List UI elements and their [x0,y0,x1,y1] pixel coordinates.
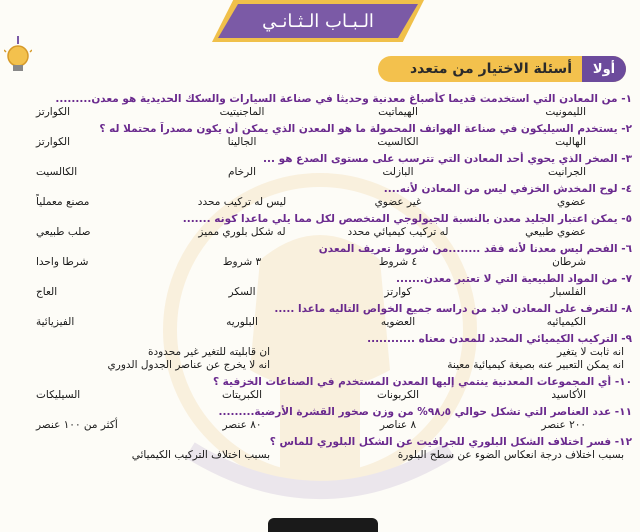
option[interactable]: العاج [36,286,58,298]
section-header [378,56,626,82]
section-title: أسئلة الاختيار من متعدد [410,61,572,77]
question-text: ٩- التركيب الكيميائي المحدد للمعدن معناه ............ [367,333,632,345]
option[interactable]: الكيميائيه [546,316,586,328]
chapter-title: الـبـاب الـثـانـي [262,10,374,32]
option[interactable]: شرطا واحدا [36,256,89,268]
question-item [8,122,632,149]
option[interactable]: الرخام [227,166,257,178]
options-row [8,449,632,462]
option[interactable]: كوارتز [384,286,412,298]
question-item [8,302,632,329]
question-item [8,182,632,209]
question-text: ٣- الصخر الذي يحوي أحد المعادن التي تترسب على مستوى الصدع هو ... [263,153,632,165]
option[interactable]: ٤ شروط [378,256,418,268]
option[interactable]: الهيماتيت [378,106,418,118]
option[interactable]: البازلت [382,166,414,178]
option[interactable]: الكربونات [376,389,420,401]
option[interactable]: له تركيب كيميائي محدد [347,226,449,238]
question-item [8,405,632,432]
question-item [8,332,632,372]
options-row [8,106,632,119]
options-row [8,166,632,179]
option[interactable]: انه ثابت لا يتغير [557,346,624,358]
option[interactable]: البلوريه [226,316,258,328]
question-item [8,375,632,402]
option[interactable]: الكوارتز [36,106,71,118]
option[interactable]: ليس له تركيب محدد [197,196,287,208]
option[interactable]: بسبب اختلاف التركيب الكيميائي [131,449,270,461]
option[interactable]: الهاليت [555,136,586,148]
option[interactable]: السكر [228,286,256,298]
options-row [8,226,632,239]
options-row [8,286,632,299]
option[interactable]: شرطان [552,256,586,268]
option[interactable]: الكالسيت [377,136,419,148]
option[interactable]: الكالسيت [36,166,78,178]
option[interactable]: أكثر من ١٠٠ عنصر [36,419,118,431]
options-row [8,389,632,402]
option[interactable]: انه لا يخرج عن عناصر الجدول الدوري [107,359,270,371]
option[interactable]: الفلسبار [550,286,586,298]
option[interactable]: عضوي طبيعي [525,226,586,238]
option[interactable]: له شكل بلوري مميز [198,226,286,238]
option[interactable]: السيليكات [36,389,81,401]
option[interactable]: الكبريتات [221,389,263,401]
option[interactable]: ٢٠٠ عنصر [541,419,586,431]
options-row [8,419,632,432]
options-row [8,346,632,359]
option[interactable]: الفيزيائية [36,316,75,328]
question-text: ١٢- فسر اختلاف الشكل البلوري للجرافيت عن الشكل البلوري للماس ؟ [269,436,632,448]
question-text: ١٠- أي المجموعات المعدنية ينتمي إليها المعدن المستخدم في الصناعات الخزفية ؟ [212,376,632,388]
question-item [8,212,632,239]
question-text: ٤- لوح المخدش الخزفي ليس من المعادن لأنه.... [383,183,632,195]
question-text: ١١- عدد العناصر التي تشكل حوالي ٩٨٫٥% من وزن صخور القشرة الأرضية......... [218,406,632,418]
option[interactable]: الجرانيت [547,166,586,178]
question-item [8,152,632,179]
option[interactable]: انه يمكن التعبير عنه بصيغة كيميائية معينة [447,359,624,371]
question-text: ١- من المعادن التي استخدمت قديما كأصباغ معدنية وحديثا في صناعة السيارات والسكك الحديدية هو معدن......... [55,93,632,105]
option[interactable]: العضويه [380,316,416,328]
question-item [8,272,632,299]
option[interactable]: صلب طبيعي [36,226,91,238]
option[interactable]: الأكاسيد [551,389,586,401]
options-row [8,359,632,372]
option[interactable]: غير عضوي [374,196,422,208]
question-text: ٨- للتعرف على المعادن لابد من دراسه جميع الخواص التاليه ماعدا ..... [274,303,632,315]
option[interactable]: ان قابليته للتغير غير محدودة [147,346,270,358]
question-item [8,435,632,462]
question-item [8,92,632,119]
question-item [8,242,632,269]
options-row [8,256,632,269]
question-text: ٢- يستخدم السيليكون في صناعة الهواتف المحمولة ما هو المعدن الذي يمكن أن يكون مصدراً محتملا له ؟ [99,123,632,135]
option[interactable]: الجالينا [227,136,257,148]
section-number: أولا [582,56,626,82]
questions-list [8,92,632,465]
option[interactable]: مصنع معملياً [36,196,90,208]
option[interactable]: ٨٠ عنصر [222,419,262,431]
option[interactable]: ٨ عناصر [379,419,417,431]
question-text: ٦- الفحم ليس معدنا لأنه فقد ........من شروط تعريف المعدن [318,243,632,255]
option[interactable]: بسبب اختلاف درجة انعكاس الضوء عن سطح البلورة [397,449,624,461]
option[interactable]: الكوارتز [36,136,71,148]
option[interactable]: عضوي [556,196,586,208]
options-row [8,316,632,329]
option[interactable]: الماجنيتيت [219,106,265,118]
question-text: ٥- يمكن اعتبار الجليد معدن بالنسبة للجيولوجي المتخصص لكل مما يلي ماعدا كونه ....... [182,213,632,225]
lightbulb-icon [4,36,32,76]
option[interactable]: الليمونيت [545,106,586,118]
question-text: ٧- من المواد الطبيعية التي لا تعتبر معدن....... [395,273,632,285]
options-row [8,196,632,209]
option[interactable]: ٣ شروط [222,256,262,268]
options-row [8,136,632,149]
